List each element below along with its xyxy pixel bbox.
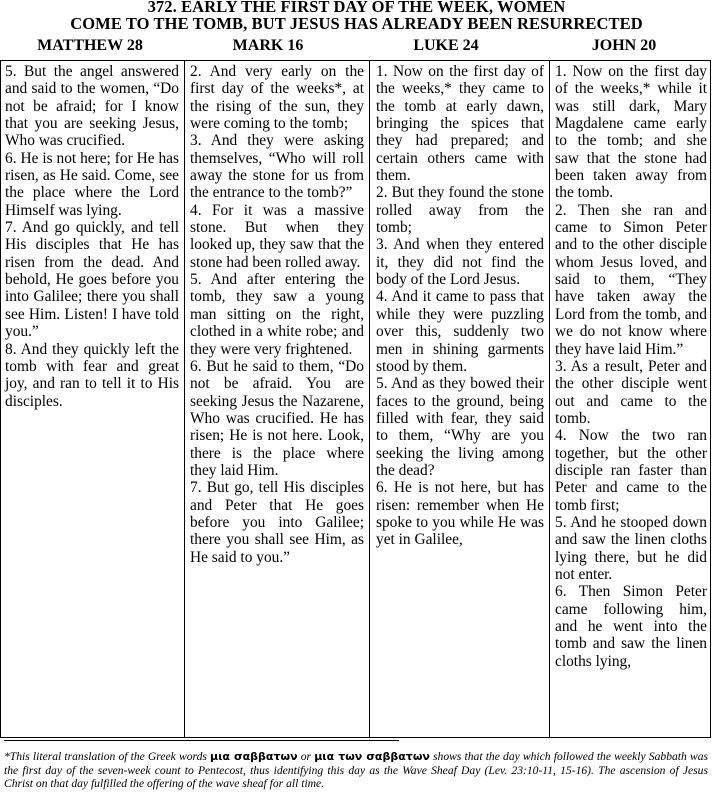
verse-mark-3: 3. And they were asking themselves, “Who will roll away the stone for us from the entrance to the tomb?” — [190, 132, 364, 202]
heading-mark: MARK 16 — [232, 37, 304, 54]
verse-mark-7: 7. But go, tell His disciples and Peter that He goes before you into Galilee; there you shall see Him, as He said to you.” — [190, 479, 364, 566]
heading-matthew: MATTHEW 28 — [37, 37, 143, 54]
verse-john-1: 1. Now on the first day of the weeks,* while it was still dark, Mary Magdalene came early to the tomb; and she saw that the stone had been taken away from the tomb. — [555, 63, 707, 202]
greek-phrase-2: μια των σαββατων — [314, 750, 430, 763]
verse-john-6: 6. Then Simon Peter came following him, and he went into the tomb and saw the linen cloths lying, — [555, 583, 707, 670]
verse-luke-2: 2. But they found the stone rolled away from the tomb; — [376, 184, 544, 237]
verse-john-5: 5. And he stooped down and saw the linen cloths lying there, but he did not enter. — [555, 513, 707, 583]
column-john — [555, 63, 707, 670]
verse-luke-4: 4. And it came to pass that while they were puzzling over this, suddenly two men in shining garments stood by them. — [376, 288, 544, 375]
column-divider — [549, 60, 550, 738]
title-line-1: 372. EARLY THE FIRST DAY OF THE WEEK, WOMEN — [147, 0, 566, 16]
footnote — [4, 750, 708, 791]
verse-mark-5: 5. And after entering the tomb, they saw a young man sitting on the right, clothed in a white robe; and they were very frightened. — [190, 271, 364, 358]
verse-luke-5: 5. And as they bowed their faces to the ground, being filled with fear, they said to them, “Why are you seeking the living among the dead? — [376, 375, 544, 479]
heading-john: JOHN 20 — [591, 37, 657, 54]
column-mark — [190, 63, 364, 566]
footnote-or: or — [300, 750, 312, 763]
verse-mark-2: 2. And very early on the first day of the weeks*, at the rising of the sun, they were coming to the tomb; — [190, 63, 364, 133]
heading-luke: LUKE 24 — [413, 37, 479, 54]
verse-john-2: 2. Then she ran and came to Simon Peter and to the other disciple whom Jesus loved, and said to them, “They have taken away the Lord from the tomb, and we do not know where they have laid Him.” — [555, 201, 707, 358]
verse-matthew-5: 5. But the angel answered and said to the women, “Do not be afraid; for I know that you are seeking Jesus, Who was crucified. — [5, 63, 179, 150]
footnote-lead: *This literal translation of the Greek words — [4, 750, 207, 763]
verse-luke-6: 6. He is not here, but has risen: remember when He spoke to you while He was yet in Galilee, — [376, 479, 544, 549]
verse-matthew-7: 7. And go quickly, and tell His disciples that He has risen from the dead. And behold, He goes before you into Galilee; there you shall see Him. Listen! I have told you.” — [5, 219, 179, 341]
footnote-rule — [4, 740, 399, 741]
column-divider — [369, 60, 370, 738]
verse-mark-6: 6. But he said to them, “Do not be afraid. You are seeking Jesus the Nazarene, Who was crucified. He has risen; He is not here. Look, there is the place where they laid Him. — [190, 357, 364, 479]
greek-phrase-1: μια σαββατων — [210, 750, 298, 763]
verse-matthew-6: 6. He is not here; for He has risen, as He said. Come, see the place where the Lord Himself was lying. — [5, 149, 179, 219]
verse-john-3: 3. As a result, Peter and the other disciple went out and came to the tomb. — [555, 357, 707, 427]
column-matthew — [5, 63, 179, 410]
verse-mark-4: 4. For it was a massive stone. But when they looked up, they saw that the stone had been rolled away. — [190, 201, 364, 271]
verse-luke-1: 1. Now on the first day of the weeks,* they came to the tomb at early dawn, bringing the spices that they had prepared; and certain others came with them. — [376, 63, 544, 185]
verse-matthew-8: 8. And they quickly left the tomb with fear and great joy, and ran to tell it to His disciples. — [5, 340, 179, 410]
title-line-2: COME TO THE TOMB, BUT JESUS HAS ALREADY BEEN RESURRECTED — [70, 14, 643, 33]
verse-luke-3: 3. And when they entered it, they did not find the body of the Lord Jesus. — [376, 236, 544, 289]
verse-john-4: 4. Now the two ran together, but the other disciple ran faster than Peter and came to the tomb first; — [555, 427, 707, 514]
footnote-rest: shows that the day which followed the weekly Sabbath was the first day of the seven-week count to Pentecost, thus identifying this day as the Wave Sheaf Day (Lev. 23:10-11, 15-16). The ascension of Jesus Christ on that day fulfilled the offering of the wave sheaf for all time. — [4, 750, 709, 791]
column-luke — [376, 63, 544, 549]
column-divider — [184, 60, 185, 738]
